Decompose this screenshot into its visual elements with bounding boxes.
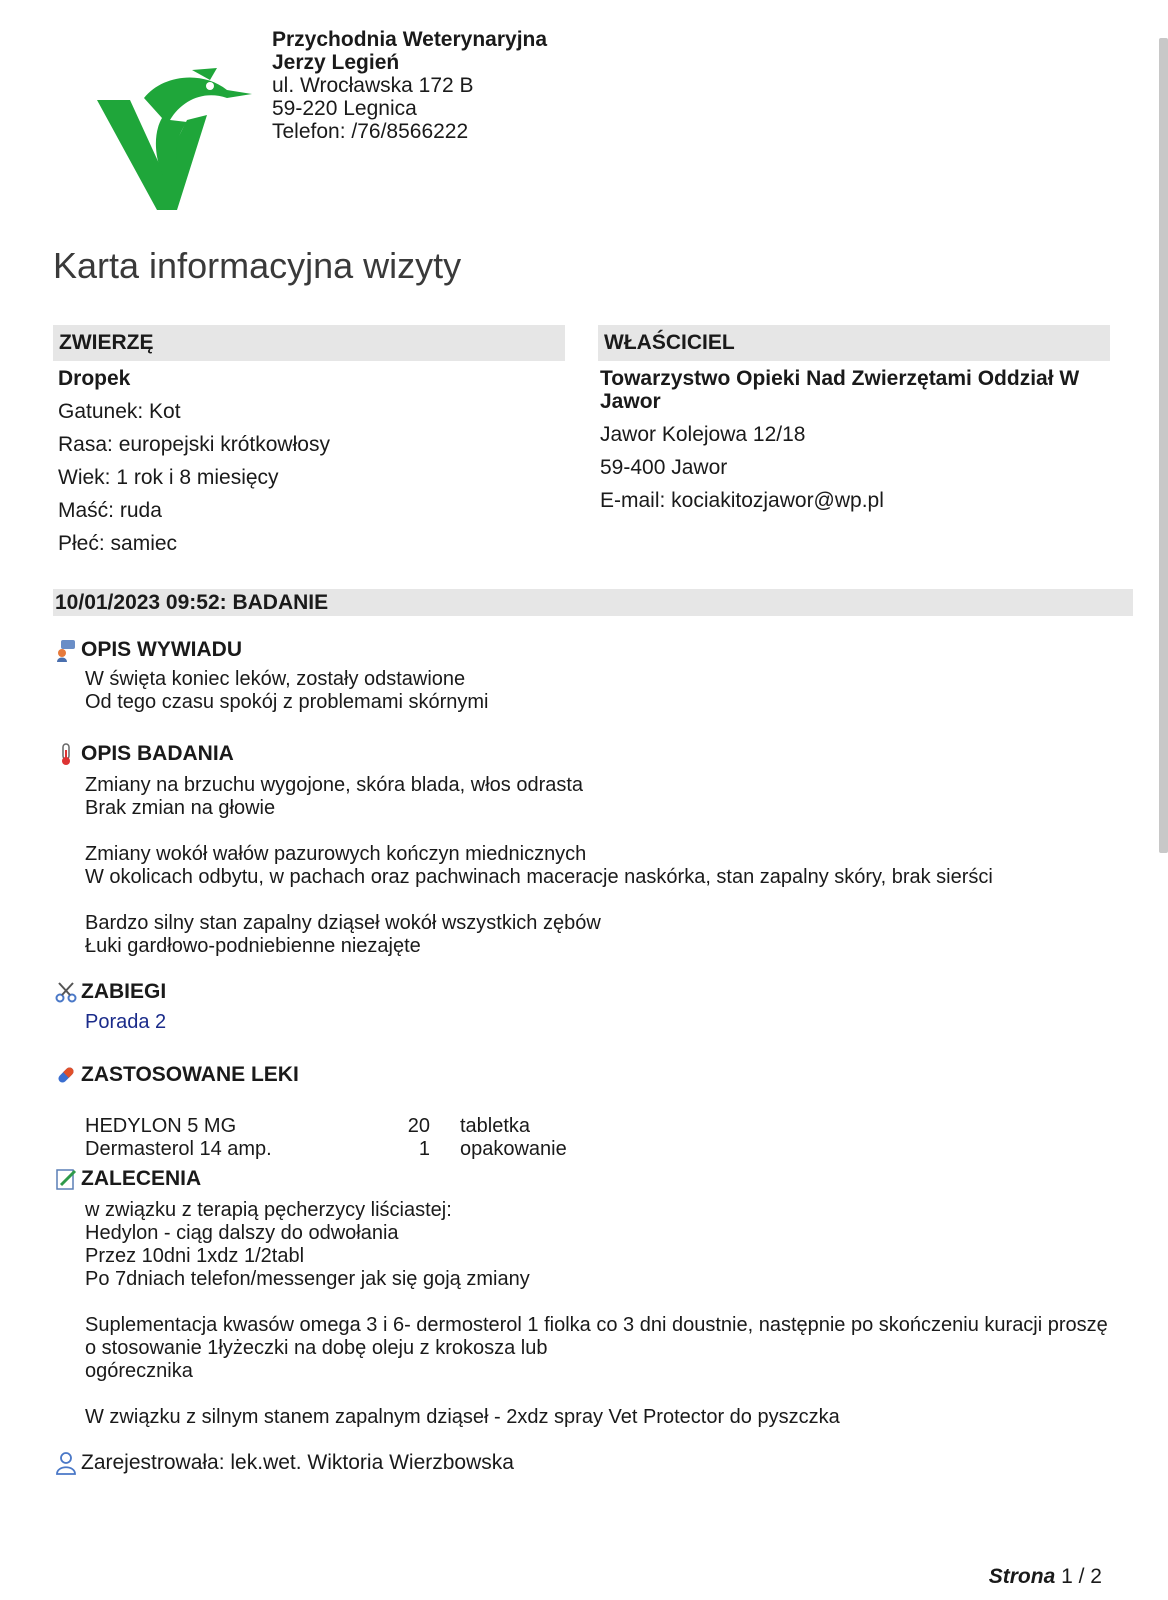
vertical-scrollbar[interactable]	[1159, 38, 1168, 853]
page-indicator	[989, 1565, 1102, 1589]
recommendations-title: ZALECENIA	[81, 1167, 202, 1190]
edit-note-icon	[55, 1167, 77, 1191]
registered-by-row	[55, 1451, 514, 1475]
med-unit: tabletka	[460, 1115, 531, 1137]
pill-icon	[55, 1063, 77, 1087]
clinic-info	[272, 28, 547, 143]
animal-color: Maść: ruda	[58, 499, 162, 522]
owner-details	[600, 367, 1100, 517]
clinic-logo	[92, 60, 257, 212]
procedures-title: ZABIEGI	[81, 980, 167, 1003]
animal-age: Wiek: 1 rok i 8 miesięcy	[58, 466, 279, 489]
interview-title: OPIS WYWIADU	[81, 638, 242, 661]
clinic-city: 59-220 Legnica	[272, 97, 417, 120]
animal-sex: Płeć: samiec	[58, 532, 178, 555]
owner-city: 59-400 Jawor	[600, 456, 728, 479]
scissors-icon	[55, 980, 77, 1004]
med-qty: 20	[407, 1115, 430, 1137]
table-row	[85, 1115, 567, 1138]
owner-address: Jawor Kolejowa 12/18	[600, 423, 806, 446]
interview-text: W święta koniec leków, zostały odstawione Od tego czasu spokój z problemami skórnymi	[85, 668, 489, 713]
animal-section-header: ZWIERZĘ	[53, 325, 565, 361]
examination-section-title	[55, 742, 234, 766]
medications-section-title	[55, 1063, 299, 1087]
examination-text: Zmiany na brzuchu wygojone, skóra blada, włos odrasta Brak zmian na głowie Zmiany wokół wałów pazurowych kończyn miednicznych W okolicach odbytu, w pachach oraz pachwinach maceracje naskórka, stan zapalny skóry, brak sierści Bardzo silny stan zapalny dziąseł wokół wszystkich zębów Łuki gardłowo-podniebienne niezajęte	[85, 774, 993, 957]
page-total: / 2	[1078, 1565, 1102, 1588]
thermometer-icon	[55, 742, 77, 766]
animal-species: Gatunek: Kot	[58, 400, 181, 423]
owner-email: E-mail: kociakitozjawor@wp.pl	[600, 489, 884, 512]
registered-by: Zarejestrowała: lek.wet. Wiktoria Wierzbowska	[81, 1451, 514, 1474]
clinic-street: ul. Wrocławska 172 B	[272, 74, 474, 97]
clinic-name: Przychodnia Weterynaryjna	[272, 28, 548, 51]
interview-section-title	[55, 638, 242, 662]
doctor-icon	[55, 1451, 77, 1475]
document-title: Karta informacyjna wizyty	[53, 245, 462, 286]
page-current: 1	[1061, 1565, 1073, 1588]
medications-title: ZASTOSOWANE LEKI	[81, 1063, 299, 1086]
recommendations-text: w związku z terapią pęcherzycy liściastej: Hedylon - ciąg dalszy do odwołania Przez 10dni 1xdz 1/2tabl Po 7dniach telefon/messenger jak się goją zmiany Suplementacja kwasów omega 3 i 6- dermosterol 1 fiolka co 3 dni doustnie, następnie po skończeniu kuracji proszę o stosowanie 1łyżeczki na dobę oleju z krokosza lub ogórecznika W związku z silnym stanem zapalnym dziąseł - 2xdz spray Vet Protector do pyszczka	[85, 1199, 1108, 1428]
medications-table	[85, 1115, 567, 1161]
med-name: HEDYLON 5 MG	[85, 1115, 237, 1137]
owner-section-header: WŁAŚCICIEL	[598, 325, 1110, 361]
animal-details	[58, 362, 330, 560]
clinic-owner-name: Jerzy Legień	[272, 51, 400, 74]
recommendations-section-title	[55, 1167, 201, 1191]
procedures-section-title	[55, 980, 166, 1004]
owner-name-line1: Towarzystwo Opieki Nad Zwierzętami Oddział W	[600, 367, 1080, 390]
visit-header: 10/01/2023 09:52: BADANIE	[53, 589, 1133, 616]
med-unit: opakowanie	[460, 1138, 567, 1160]
animal-breed: Rasa: europejski krótkowłosy	[58, 433, 330, 456]
med-name: Dermasterol 14 amp.	[85, 1138, 272, 1160]
med-qty: 1	[418, 1138, 430, 1160]
page-label: Strona	[988, 1565, 1056, 1588]
interview-icon	[55, 638, 77, 662]
procedure-item[interactable]: Porada 2	[85, 1011, 167, 1033]
owner-name-line2: Jawor	[600, 390, 661, 413]
examination-title: OPIS BADANIA	[81, 742, 234, 765]
animal-name: Dropek	[58, 367, 131, 390]
table-row	[85, 1138, 567, 1161]
clinic-phone: Telefon: /76/8566222	[272, 120, 469, 143]
